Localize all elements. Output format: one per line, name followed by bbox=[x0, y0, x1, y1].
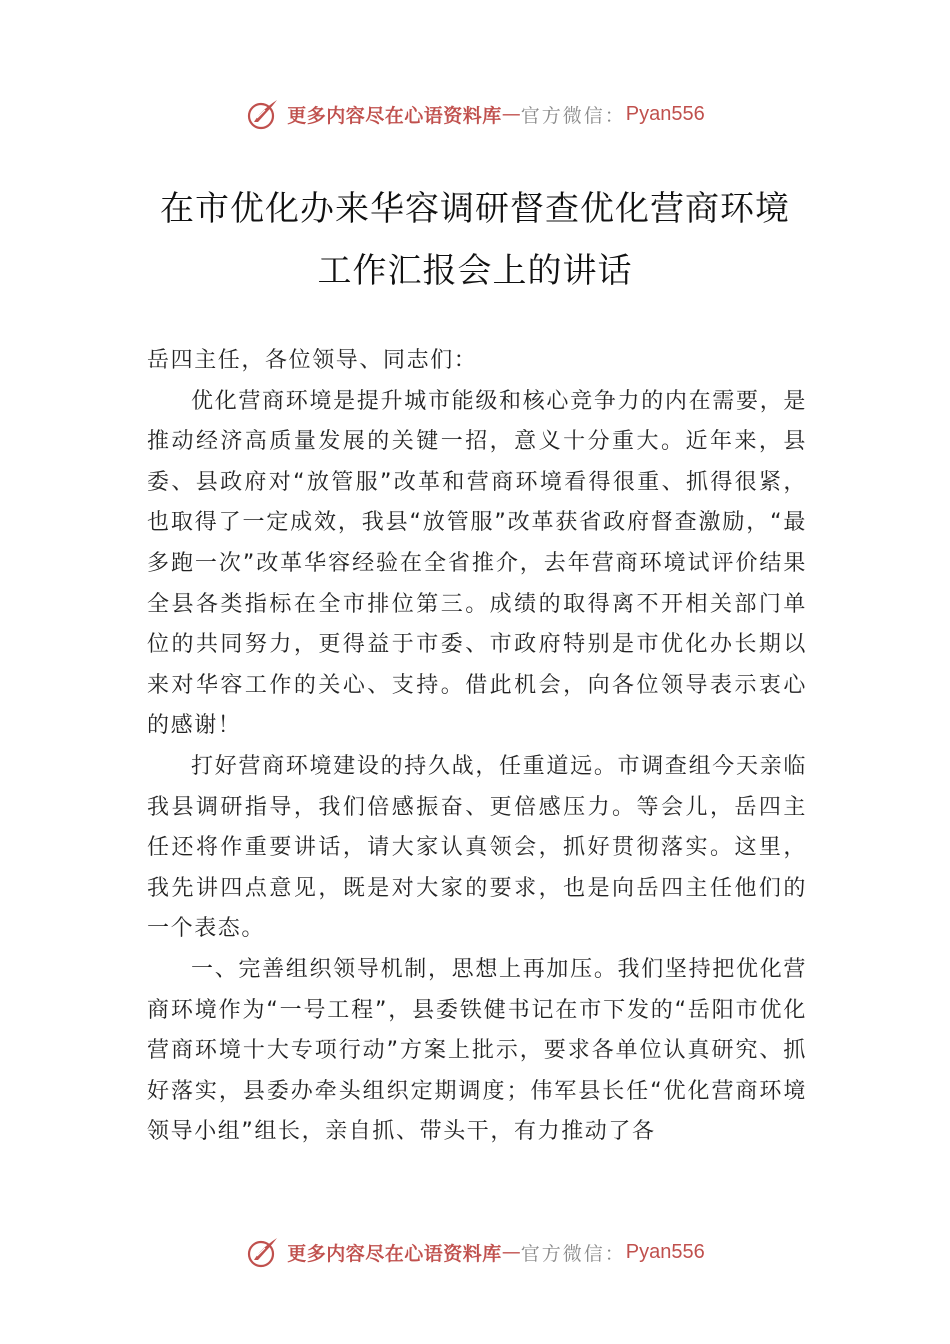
banner-main-text: 更多内容尽在心语资料库 bbox=[287, 104, 502, 127]
banner-dash: — bbox=[501, 103, 521, 125]
paragraph-1: 优化营商环境是提升城市能级和核心竞争力的内在需要，是推动经济高质量发展的关键一招，意义十分重大。近年来，县委、县政府对“放管服”改革和营商环境看得很重、抓得很紧，也取得了一定成效，我县“放管服”改革获省政府督查激励，“最多跑一次”改革华容经验在全省推介，去年营商环境试评价结果全县各类指标在全市排位第三。成绩的取得离不开相关部门单位的共同努力，更得益于市委、市政府特别是市优化办长期以来对华容工作的关心、支持。借此机会，向各位领导表示衷心的感谢！ bbox=[147, 388, 807, 739]
banner-wechat-id: Pyan556 bbox=[625, 102, 705, 125]
quill-logo-icon bbox=[245, 1234, 281, 1270]
document-title bbox=[0, 178, 950, 302]
salutation: 岳四主任，各位领导、同志们： bbox=[147, 348, 478, 373]
banner-dash: — bbox=[501, 1241, 521, 1263]
banner-main-text: 更多内容尽在心语资料库 bbox=[287, 1242, 502, 1265]
quill-logo-icon bbox=[245, 96, 281, 132]
title-line-2: 工作汇报会上的讲话 bbox=[317, 251, 633, 291]
banner-wechat-id: Pyan556 bbox=[625, 1240, 705, 1263]
paragraph-2: 打好营商环境建设的持久战，任重道远。市调查组今天亲临我县调研指导，我们倍感振奋、更倍感压力。等会儿，岳四主任还将作重要讲话，请大家认真领会，抓好贯彻落实。这里，我先讲四点意见，既是对大家的要求，也是向岳四主任他们的一个表态。 bbox=[147, 753, 807, 942]
document-body bbox=[147, 341, 807, 1153]
banner-label: 官方微信： bbox=[520, 104, 626, 127]
title-line-1: 在市优化办来华容调研督查优化营商环境 bbox=[160, 189, 790, 229]
banner-label: 官方微信： bbox=[520, 1242, 626, 1265]
footer-banner bbox=[0, 1232, 950, 1272]
header-banner bbox=[0, 94, 950, 134]
paragraph-3: 一、完善组织领导机制，思想上再加压。我们坚持把优化营商环境作为“一号工程”，县委铁健书记在市下发的“岳阳市优化营商环境十大专项行动”方案上批示，要求各单位认真研究、抓好落实，县委办牵头组织定期调度；伟军县长任“优化营商环境领导小组”组长，亲自抓、带头干，有力推动了各 bbox=[147, 956, 807, 1145]
